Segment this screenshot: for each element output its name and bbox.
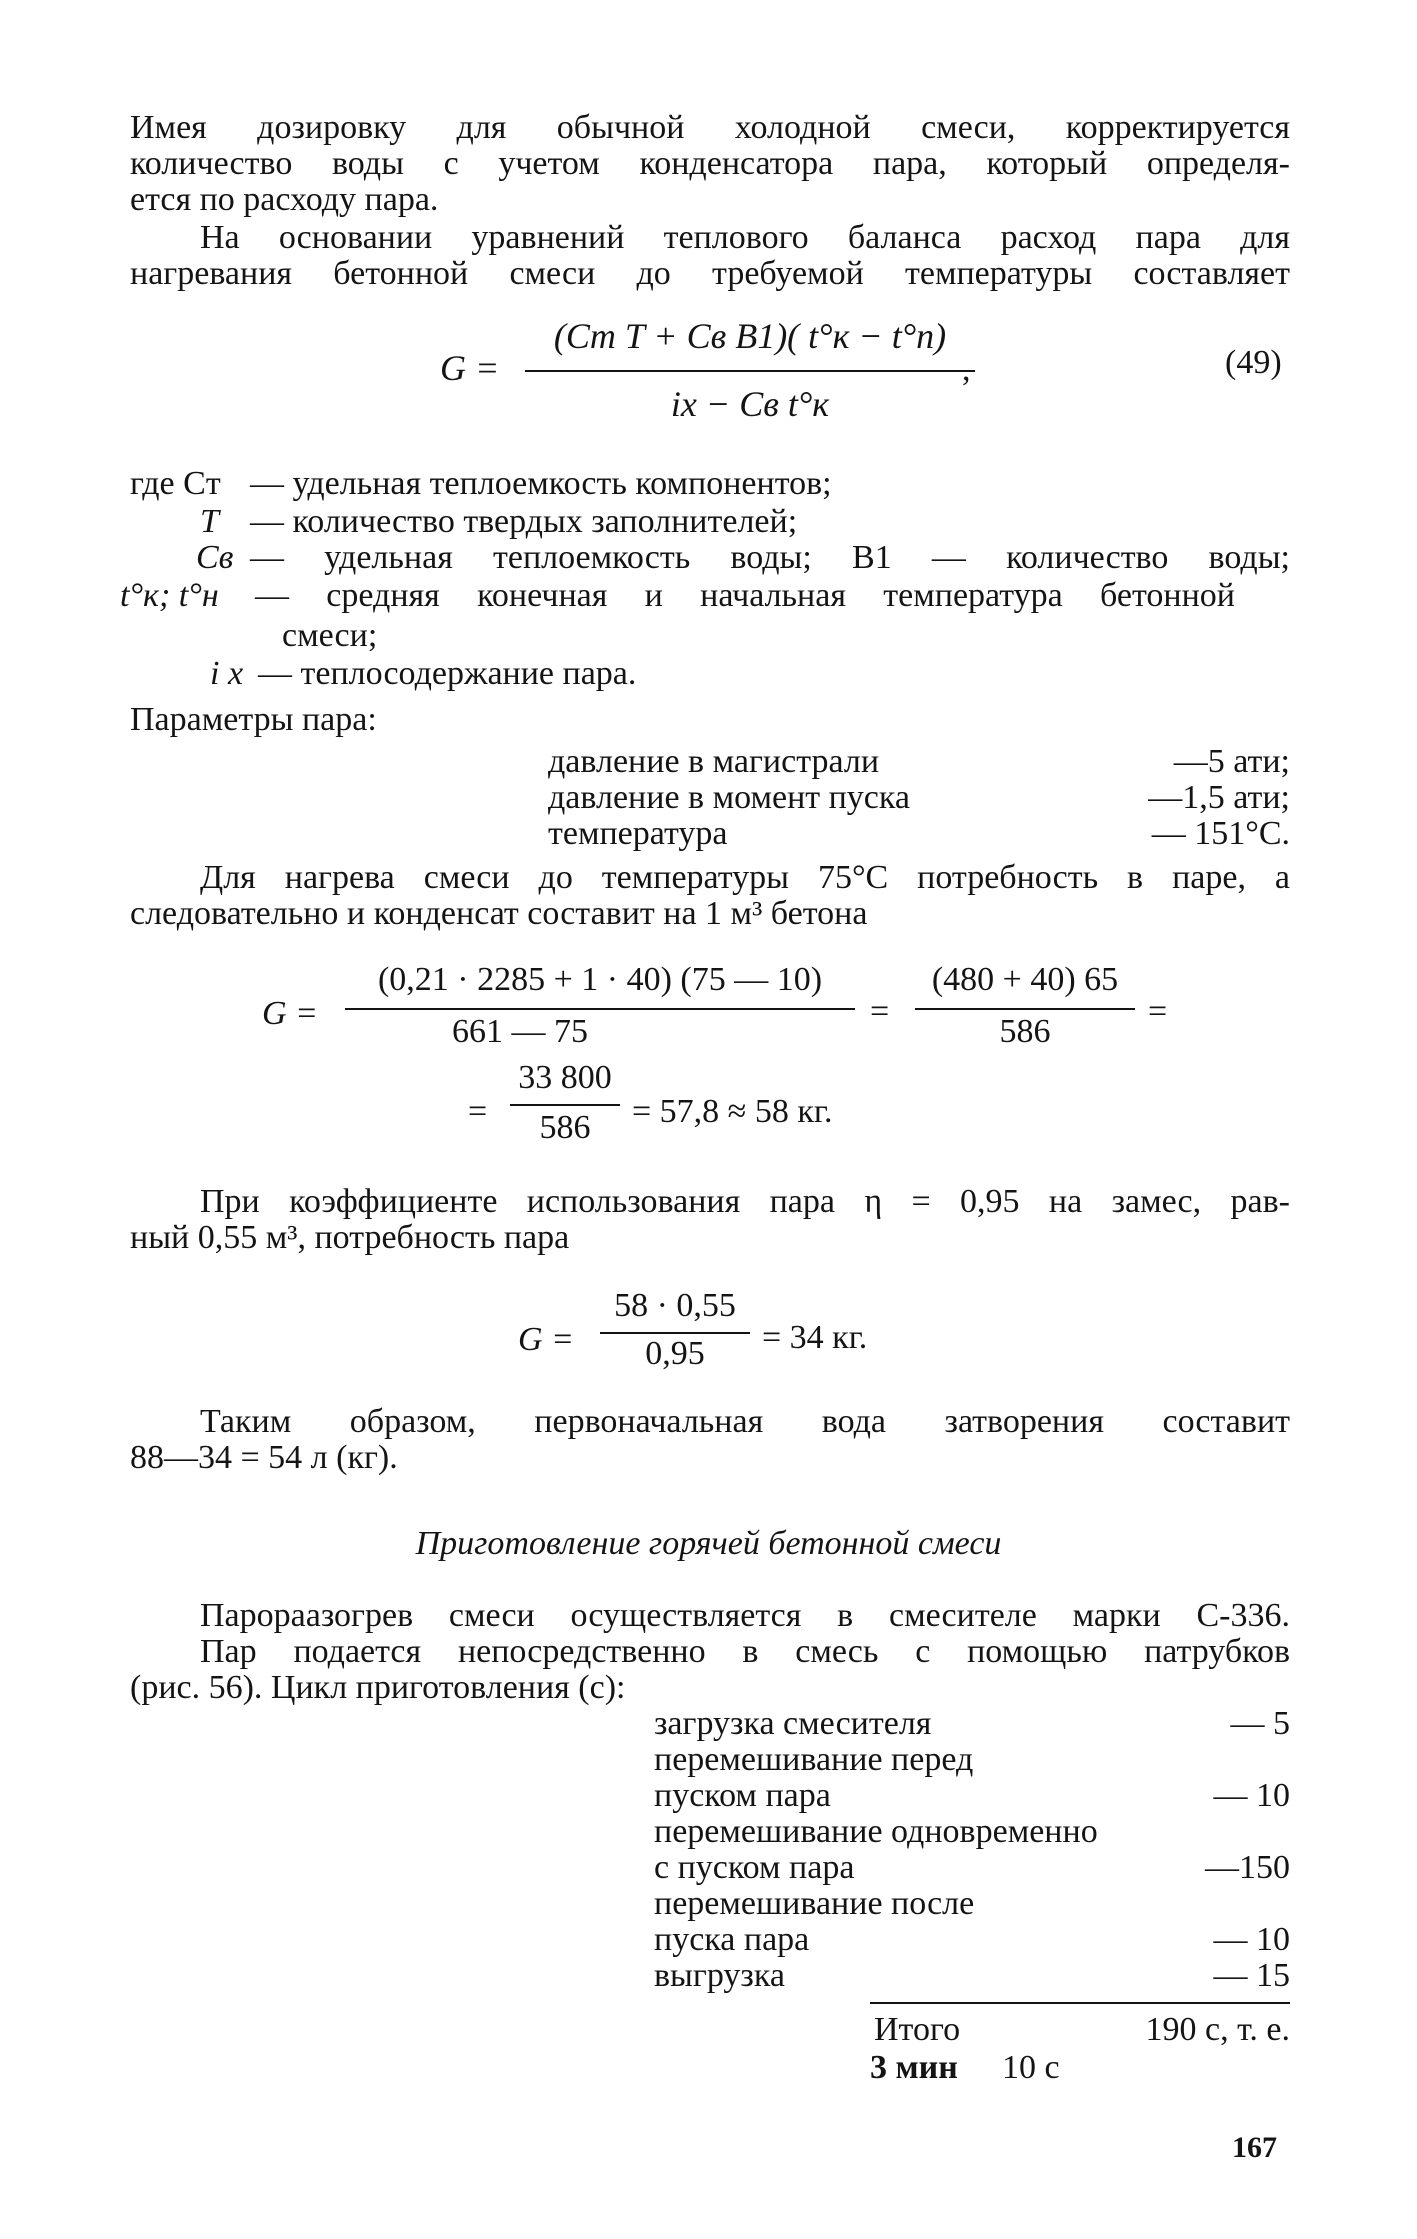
- equation-numerator: 33 800: [518, 1059, 612, 1096]
- cycle-label: перемешивание перед: [654, 1741, 974, 1778]
- equals-sign: =: [1148, 993, 1168, 1030]
- paragraph-line: нагревания бетонной смеси до требуемой температуры составляет: [130, 255, 1290, 292]
- definition-text: — удельная теплоемкость воды; B1 — количество воды;: [250, 539, 1290, 576]
- total-rule: [870, 2002, 1290, 2004]
- cycle-label: перемешивание после: [654, 1885, 975, 1922]
- definition-symbol: i x: [210, 655, 244, 692]
- paragraph-line: Для нагрева смеси до температуры 75°С потребность в паре, а: [200, 859, 1290, 896]
- section-heading: Приготовление горячей бетонной смеси: [415, 1525, 1002, 1562]
- paragraph-line: Имея дозировку для обычной холодной смеси, корректируется: [130, 109, 1290, 146]
- definition-text: смеси;: [282, 617, 378, 654]
- equation-numerator: 58 · 0,55: [614, 1287, 736, 1324]
- page-number: 167: [1232, 2131, 1277, 2164]
- cycle-label: загрузка смесителя: [654, 1705, 932, 1742]
- equation-lhs: G =: [262, 995, 318, 1032]
- fraction-bar: [600, 1332, 750, 1334]
- definition-text: — удельная теплоемкость компонентов;: [250, 465, 832, 502]
- definition-symbol: где Cт: [130, 465, 221, 502]
- paragraph-line: следовательно и конденсат составит на 1 м³ бетона: [130, 895, 868, 932]
- cycle-label: выгрузка: [654, 1957, 785, 1994]
- definition-symbol: t°к; t°н: [120, 577, 219, 614]
- paragraph-line: Таким образом, первоначальная вода затворения составит: [200, 1403, 1290, 1440]
- total-value: 190 с, т. е.: [1145, 2011, 1290, 2048]
- equals-sign: =: [468, 1093, 488, 1130]
- definition-text: — средняя конечная и начальная температура бетонной: [255, 577, 1235, 614]
- equation-numerator: (0,21 · 2285 + 1 · 40) (75 — 10): [377, 961, 823, 998]
- cycle-label: перемешивание одновременно: [654, 1813, 1098, 1850]
- fraction-bar: [345, 1008, 855, 1010]
- definition-symbol: Cв: [196, 539, 234, 576]
- equation-numerator: (480 + 40) 65: [931, 961, 1119, 998]
- paragraph-line: Парораазогрев смеси осуществляется в смесителе марки С-336.: [200, 1597, 1290, 1634]
- equation-denominator: 0,95: [645, 1335, 705, 1372]
- equation-denominator: ix − Cв t°к: [670, 384, 830, 424]
- cycle-label: пуском пара: [654, 1777, 831, 1814]
- paragraph-line: ется по расходу пара.: [130, 181, 439, 218]
- paragraph-line: На основании уравнений теплового баланса расход пара для: [200, 219, 1290, 256]
- equation-denominator: 661 — 75: [452, 1013, 588, 1050]
- cycle-value: — 10: [1213, 1777, 1290, 1814]
- fraction-bar: [915, 1008, 1135, 1010]
- equation-lhs: G =: [518, 1321, 574, 1358]
- paragraph-line: При коэффициенте использования пара η = 0,95 на замес, рав-: [200, 1183, 1290, 1220]
- cycle-value: — 10: [1213, 1921, 1290, 1958]
- equation-comma: ,: [962, 351, 971, 388]
- total-label: Итого: [874, 2011, 961, 2048]
- paragraph-line: количество воды с учетом конденсатора пара, который определя-: [130, 145, 1290, 182]
- cycle-value: — 5: [1230, 1705, 1290, 1742]
- definition-symbol: T: [200, 503, 219, 540]
- equation-lhs: G =: [440, 348, 500, 388]
- equation-numerator: (Cт T + Cв B1)( t°к − t°п): [553, 316, 947, 356]
- equation-denominator: 586: [999, 1013, 1051, 1050]
- paragraph-line: ный 0,55 м³, потребность пара: [130, 1219, 570, 1256]
- paragraph-line: Пар подается непосредственно в смесь с помощью патрубков: [200, 1633, 1290, 1670]
- parameter-label: температура: [548, 815, 728, 852]
- paragraph-line: 88—34 = 54 л (кг).: [130, 1439, 398, 1476]
- equation-result: = 57,8 ≈ 58 кг.: [632, 1093, 833, 1130]
- parameters-title: Параметры пара:: [130, 701, 377, 738]
- definition-text: — количество твердых заполнителей;: [250, 503, 798, 540]
- paragraph-line: (рис. 56). Цикл приготовления (с):: [130, 1669, 626, 1706]
- equation-denominator: 586: [539, 1109, 591, 1146]
- equation-result: = 34 кг.: [762, 1319, 868, 1356]
- total-minutes: 3 мин: [870, 2049, 958, 2086]
- parameter-label: давление в момент пуска: [548, 779, 910, 816]
- parameter-label: давление в магистрали: [548, 743, 880, 780]
- equation-number: (49): [1225, 344, 1282, 381]
- parameter-value: —1,5 ати;: [1148, 779, 1290, 816]
- parameter-value: — 151°С.: [1151, 815, 1290, 852]
- fraction-bar: [525, 370, 975, 372]
- cycle-label: пуска пара: [654, 1921, 810, 1958]
- definition-text: — теплосодержание пара.: [258, 655, 637, 692]
- cycle-value: —150: [1205, 1849, 1290, 1886]
- parameter-value: —5 ати;: [1173, 743, 1290, 780]
- equals-sign: =: [870, 993, 890, 1030]
- cycle-value: — 15: [1213, 1957, 1290, 1994]
- fraction-bar: [510, 1104, 620, 1106]
- total-seconds: 10 с: [1002, 2049, 1060, 2086]
- cycle-label: с пуском пара: [654, 1849, 855, 1886]
